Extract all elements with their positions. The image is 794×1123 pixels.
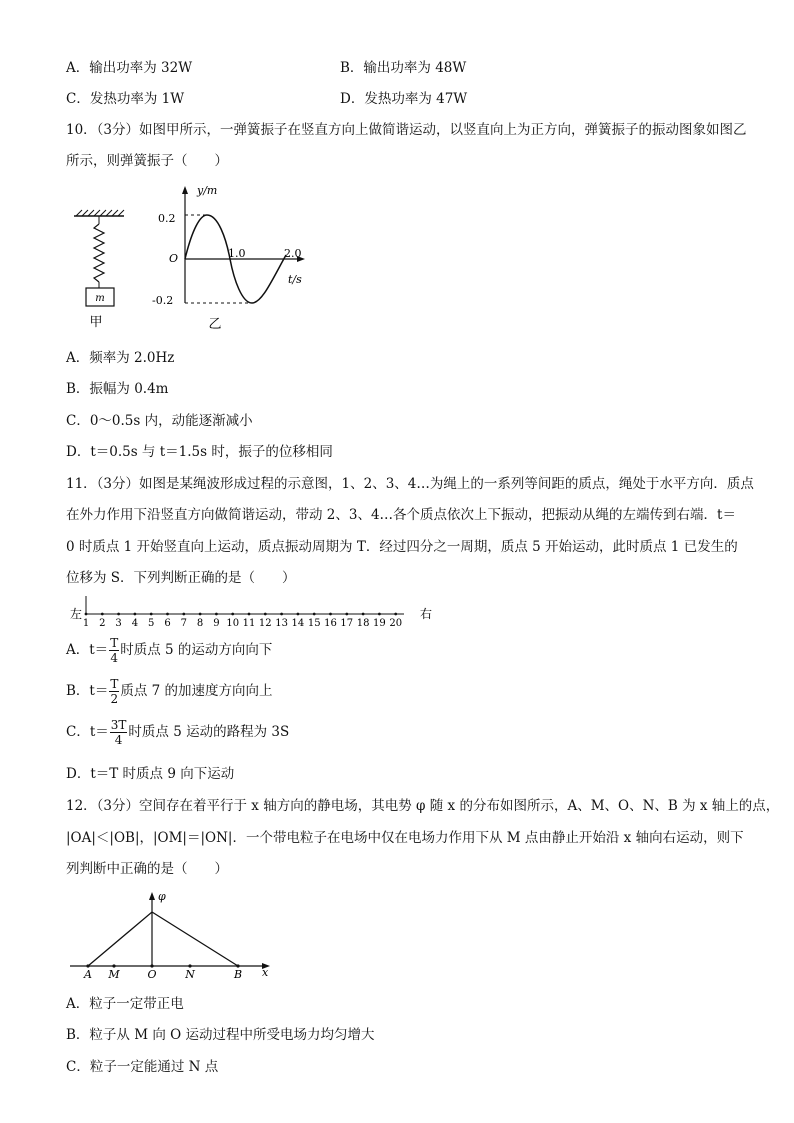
rope-point-label: 6 [164,618,171,629]
point-o-label: O [147,968,157,980]
option-b-prefix: B．t＝ [66,683,109,699]
rope-point [199,613,202,616]
q11-stem-line1: 11．（3分）如图是某绳波形成过程的示意图，1、2、3、4…为绳上的一系列等间距的质点，绳处于水平方向．质点 [66,476,754,492]
q11-stem-line3: 0 时质点 1 开始竖直向上运动，质点振动周期为 T．经过四分之一周期，质点 5 开始运动，此时质点 1 已发生的 [66,539,738,555]
q10-option-b: B．振幅为 0.4m [66,381,169,397]
rope-point [215,613,218,616]
rope-point [313,613,316,616]
q12-stem-line1: 12．（3分）空间存在着平行于 x 轴方向的静电场，其电势 φ 随 x 的分布如图所示，A、M、O、N、B 为 x 轴上的点， [66,798,780,814]
fraction-t-over-4 [109,637,119,664]
q9-option-b: B．输出功率为 48W [340,60,467,76]
q11-option-a [66,637,272,664]
rope-point-label: 12 [258,618,272,629]
fraction-numerator: T [110,677,119,691]
rope-point-label: 16 [324,618,337,629]
rope-point-label: 8 [196,618,204,629]
fraction-numerator: 3T [110,718,127,732]
mass-label: m [95,293,105,304]
x-axis-label: x [262,966,269,979]
q10-figure [66,180,316,332]
rope-point-label: 3 [115,618,122,629]
q10-stem-line2: 所示，则弹簧振子（ ） [66,153,228,169]
q11-option-c [66,719,289,746]
rope-point-label: 11 [242,618,256,629]
q11-stem-line2: 在外力作用下沿竖直方向做简谐运动，带动 2、3、4…各个质点依次上下振动，把振动从绳的左端传到右端．t＝ [66,507,736,523]
q10-option-a: A．频率为 2.0Hz [66,350,175,366]
rope-point-label: 10 [226,618,240,629]
q9-option-d: D．发热功率为 47W [340,91,468,107]
rope-point-label: 2 [99,618,106,629]
rope-point [280,613,283,616]
phi-axis-label: φ [158,890,166,903]
q10-stem-line1: 10．（3分）如图甲所示，一弹簧振子在竖直方向上做简谐运动，以竖直向上为正方向，弹簧振子的振动图象如图乙 [66,122,747,138]
q12-option-b: B．粒子从 M 向 O 运动过程中所受电场力均匀增大 [66,1027,375,1043]
q12-option-a: A．粒子一定带正电 [66,996,184,1012]
q12-potential-figure [66,886,286,980]
rope-point-label: 7 [180,618,187,629]
rope-point-label: 4 [131,618,139,629]
point-b-label: B [233,968,243,980]
rope-point-label: 20 [389,618,403,629]
rope-point [264,613,267,616]
option-a-text: 时质点 5 的运动方向向下 [120,642,273,658]
rope-point [166,613,169,616]
figure-caption-jia: 甲 [89,315,103,330]
rope-point-label: 9 [213,618,220,629]
origin-label: O [169,252,179,265]
fraction-t-over-2 [109,678,119,705]
potential-curve [88,912,238,966]
q12-option-c: C．粒子一定能通过 N 点 [66,1059,219,1075]
tick-neg-0.2: -0.2 [152,294,174,307]
spring-oscillator-diagram [74,210,124,330]
rope-point-label: 17 [340,618,354,629]
q9-option-a: A．输出功率为 32W [66,60,193,76]
rope-point [101,613,104,616]
y-axis-label: y/m [197,184,218,197]
point-n-label: N [185,968,195,980]
q12-stem-line2: |OA|＜|OB|，|OM|＝|ON|．一个带电粒子在电场中仅在电场力作用下从 M 点由静止开始沿 x 轴向右运动，则下 [66,830,744,846]
rope-point-label: 14 [291,618,305,629]
vibration-graph [152,184,305,307]
t-axis-label: t/s [288,273,302,286]
point-a-label: A [84,968,92,980]
rope-point-label: 1 [82,618,90,629]
fraction-numerator: T [110,636,119,650]
tick-1.0: 1.0 [228,247,246,260]
figure-caption-yi: 乙 [208,317,222,332]
q12-stem-line3: 列判断中正确的是（ ） [66,861,228,877]
fraction-denominator: 4 [110,651,119,665]
q11-option-b [66,678,273,705]
rope-point [150,613,153,616]
point-m-label: M [108,968,120,980]
rope-point-label: 19 [373,618,386,629]
q9-option-c: C．发热功率为 1W [66,91,185,107]
rope-point [231,613,234,616]
rope-point [362,613,365,616]
rope-point [329,613,332,616]
fraction-3t-over-4 [110,719,128,746]
rope-point-label: 18 [356,618,370,629]
fraction-denominator: 4 [114,733,123,747]
rope-point [378,613,381,616]
left-label: 左 [70,607,83,621]
rope-point-label: 5 [148,618,155,629]
q10-option-d: D．t＝0.5s 与 t＝1.5s 时，振子的位移相同 [66,444,333,460]
rope-point-label: 13 [275,618,288,629]
rope-point [117,613,120,616]
q11-rope-figure [66,592,446,632]
rope-point [345,613,348,616]
rope-point [394,613,397,616]
tick-0.2: 0.2 [158,212,176,225]
q11-option-d: D．t＝T 时质点 9 向下运动 [66,766,235,782]
option-a-prefix: A．t＝ [66,642,109,658]
rope-point [297,613,300,616]
rope-point [182,613,185,616]
tick-2.0: 2.0 [284,247,302,260]
rope-point [85,613,88,616]
rope-point [248,613,251,616]
rope-point [134,613,137,616]
option-c-prefix: C．t＝ [66,724,109,740]
right-label: 右 [420,607,433,621]
q11-stem-line4: 位移为 S．下列判断正确的是（ ） [66,570,296,586]
option-c-text: 时质点 5 运动的路程为 3S [128,724,290,740]
rope-point-label: 15 [307,618,321,629]
q10-option-c: C．0～0.5s 内，动能逐渐减小 [66,413,253,429]
option-b-text: 质点 7 的加速度方向向上 [120,683,273,699]
fraction-denominator: 2 [110,692,119,706]
